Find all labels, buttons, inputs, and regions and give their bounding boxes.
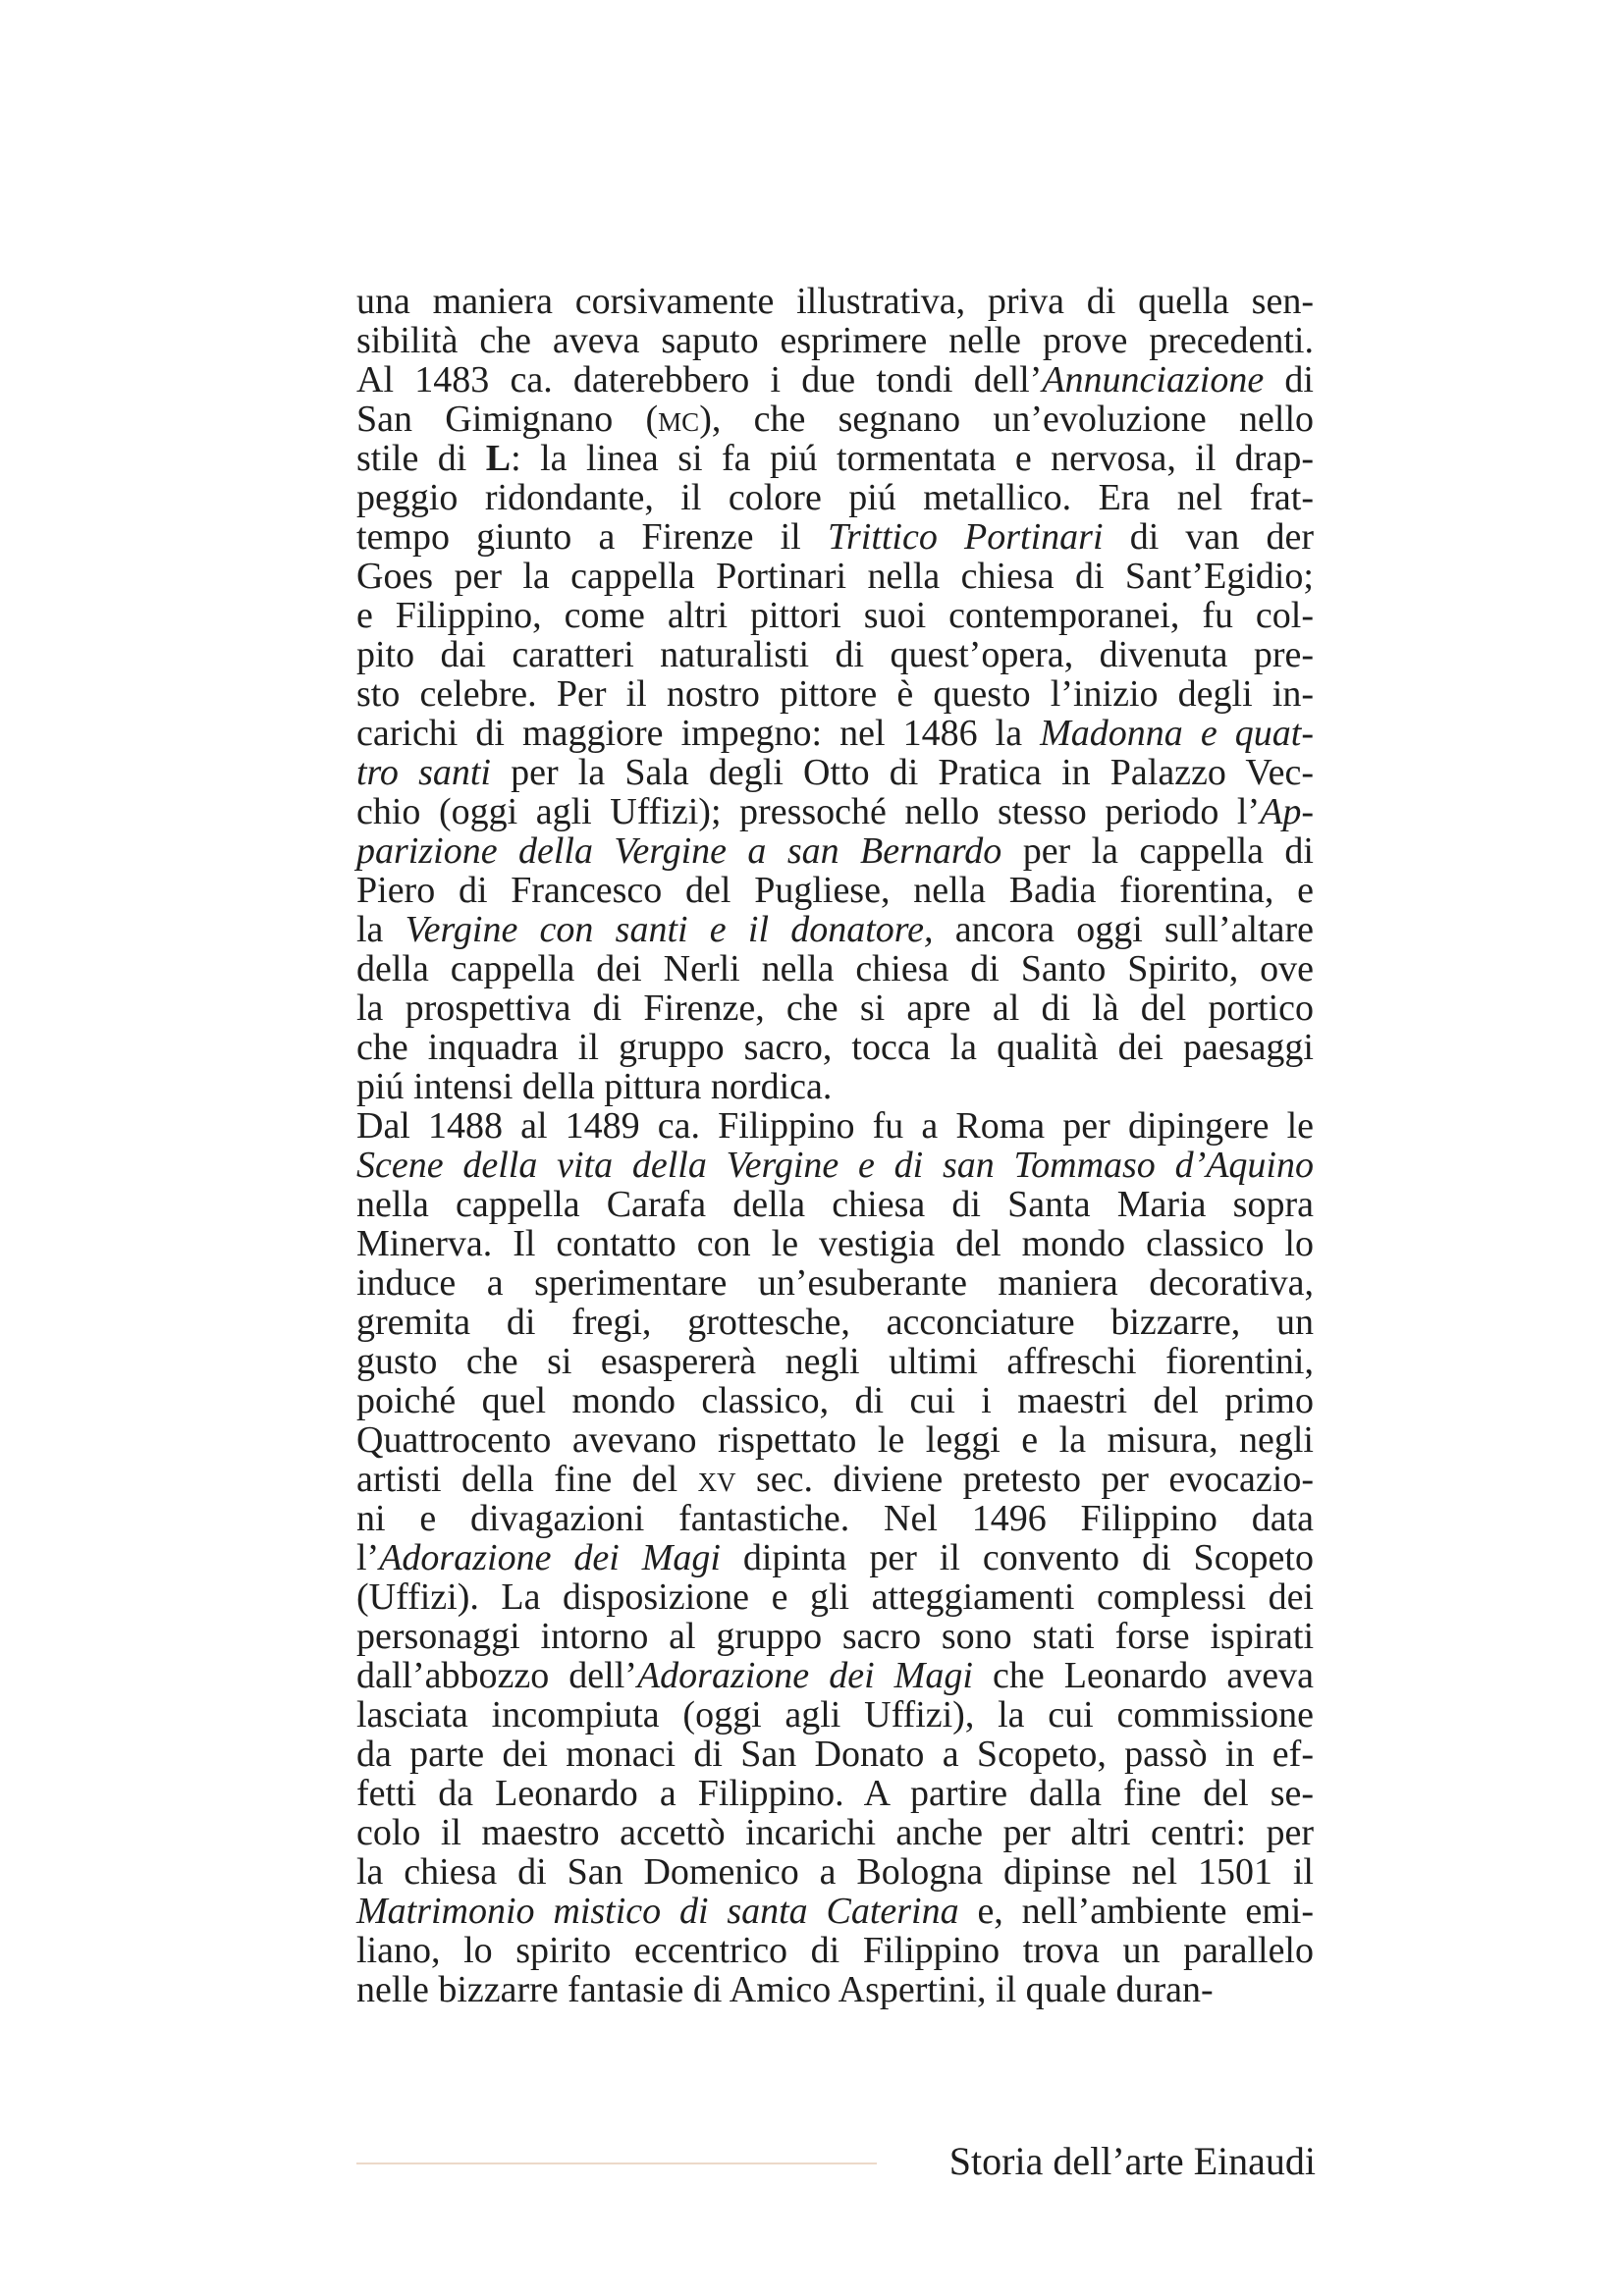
- text-run: per la cappella di: [1001, 830, 1314, 872]
- text-run: per la Sala degli Otto di Pratica in Palazzo Vec-: [490, 752, 1314, 793]
- text-run: dipinta per il convento di Scopeto: [720, 1537, 1314, 1578]
- text-line: [356, 1342, 1314, 1381]
- text-run: e, nell’ambiente emi-: [958, 1891, 1314, 1932]
- text-run: piú intensi della pittura nordica.: [356, 1066, 833, 1107]
- text-run: poiché quel mondo classico, di cui i maestri del primo: [356, 1380, 1314, 1421]
- italic-run: Matrimonio mistico di santa Caterina: [356, 1891, 959, 1932]
- text-run: da parte dei monaci di San Donato a Scopeto, passò in ef-: [356, 1734, 1314, 1775]
- text-run: di van der: [1103, 516, 1315, 558]
- text-line: [356, 1303, 1314, 1342]
- text-run: tempo giunto a Firenze il: [356, 516, 828, 558]
- text-line: [356, 792, 1314, 831]
- text-line: [356, 1892, 1314, 1931]
- text-line: [356, 1774, 1314, 1813]
- text-run: stile di: [356, 438, 486, 479]
- text-run: ni e divagazioni fantastiche. Nel 1496 Filippino data: [356, 1498, 1314, 1539]
- text-line: [356, 1420, 1314, 1460]
- text-run: carichi di maggiore impegno: nel 1486 la: [356, 713, 1041, 754]
- text-line: [356, 1028, 1314, 1067]
- text-line: [356, 1185, 1314, 1224]
- text-line: [356, 1577, 1314, 1617]
- text-run: peggio ridondante, il colore piú metallico. Era nel frat-: [356, 477, 1314, 518]
- text-run: sec. diviene pretesto per evocazio-: [735, 1459, 1315, 1500]
- text-line: [356, 753, 1314, 792]
- text-run: la prospettiva di Firenze, che si apre al di là del portico: [356, 988, 1314, 1029]
- text-run: gusto che si esaspererà negli ultimi affreschi fiorentini,: [356, 1341, 1314, 1382]
- text-line: [356, 949, 1314, 988]
- italic-run: Trittico Portinari: [827, 516, 1104, 558]
- text-run: Piero di Francesco del Pugliese, nella Badia fiorentina, e: [356, 870, 1314, 911]
- text-run: una maniera corsivamente illustrativa, priva di quella sen-: [356, 281, 1314, 322]
- text-line: [356, 910, 1314, 949]
- text-run: induce a sperimentare un’esuberante maniera decorativa,: [356, 1262, 1314, 1304]
- text-run: la: [356, 909, 406, 950]
- text-run: dall’abbozzo dell’: [356, 1655, 637, 1696]
- text-line: [356, 557, 1314, 596]
- text-run: gremita di fregi, grottesche, acconciature bizzarre, un: [356, 1302, 1314, 1343]
- text-line: [356, 478, 1314, 517]
- text-run: che inquadra il gruppo sacro, tocca la qualità dei paesaggi: [356, 1027, 1314, 1068]
- italic-run: tro santi: [356, 752, 491, 793]
- text-run: Quattrocento avevano rispettato le leggi e la misura, negli: [356, 1419, 1314, 1461]
- text-run: Al 1483 ca. daterebbero i due tondi dell’: [356, 359, 1043, 400]
- text-line: [356, 282, 1314, 321]
- text-line: [356, 1381, 1314, 1420]
- text-line: [356, 1813, 1314, 1852]
- text-line: [356, 635, 1314, 674]
- text-run: nelle bizzarre fantasie di Amico Aspertini, il quale duran-: [356, 1969, 1214, 2010]
- text-run: pito dai caratteri naturalisti di quest’opera, divenuta pre-: [356, 634, 1314, 675]
- text-line: [356, 1617, 1314, 1656]
- text-line: [356, 831, 1314, 871]
- text-run: ), che segnano un’evoluzione nello: [699, 399, 1315, 440]
- italic-run: Madonna e quat-: [1040, 713, 1314, 754]
- bold-run: L: [485, 438, 512, 479]
- text-run: (Uffizi). La disposizione e gli atteggiamenti complessi dei: [356, 1576, 1314, 1618]
- text-line: [356, 1106, 1314, 1146]
- text-run: Goes per la cappella Portinari nella chiesa di Sant’Egidio;: [356, 556, 1314, 597]
- small-caps-run: xv: [697, 1459, 736, 1500]
- text-line: [356, 674, 1314, 714]
- text-run: colo il maestro accettò incarichi anche per altri centri: per: [356, 1812, 1314, 1853]
- small-caps-run: mc: [658, 399, 700, 440]
- body-text: [356, 282, 1314, 2009]
- text-line: [356, 400, 1314, 439]
- text-line: [356, 1224, 1314, 1263]
- text-line: [356, 1499, 1314, 1538]
- text-run: nella cappella Carafa della chiesa di Santa Maria sopra: [356, 1184, 1314, 1225]
- text-line: [356, 714, 1314, 753]
- text-line: [356, 1263, 1314, 1303]
- text-run: fetti da Leonardo a Filippino. A partire dalla fine del se-: [356, 1773, 1314, 1814]
- text-run: : la linea si fa piú tormentata e nervosa, il drap-: [511, 438, 1314, 479]
- italic-run: Ap-: [1260, 791, 1314, 832]
- text-line: [356, 1656, 1314, 1695]
- text-line: [356, 1970, 1314, 2009]
- text-line: [356, 596, 1314, 635]
- text-line: [356, 439, 1314, 478]
- italic-run: Adorazione dei Magi: [379, 1537, 721, 1578]
- text-line: [356, 988, 1314, 1028]
- text-line: [356, 1735, 1314, 1774]
- text-run: liano, lo spirito eccentrico di Filippino trova un parallelo: [356, 1930, 1314, 1971]
- text-run: e Filippino, come altri pittori suoi contemporanei, fu col-: [356, 595, 1314, 636]
- italic-run: Annunciazione: [1042, 359, 1265, 400]
- text-line: [356, 1695, 1314, 1735]
- text-run: della cappella dei Nerli nella chiesa di Santo Spirito, ove: [356, 948, 1314, 989]
- text-line: [356, 360, 1314, 400]
- text-run: di: [1264, 359, 1314, 400]
- footer-title: Storia dell’arte Einaudi: [948, 2139, 1316, 2183]
- text-line: [356, 1852, 1314, 1892]
- text-run: chio (oggi agli Uffizi); pressoché nello stesso periodo l’: [356, 791, 1261, 832]
- text-line: [356, 517, 1314, 557]
- italic-run: Scene della vita della Vergine e di san Tommaso d’Aquino: [356, 1145, 1314, 1186]
- text-run: San Gimignano (: [356, 399, 659, 440]
- italic-run: Adorazione dei Magi: [636, 1655, 973, 1696]
- italic-run: Vergine con santi e il donatore,: [405, 909, 934, 950]
- text-line: [356, 1067, 1314, 1106]
- footer-rule: [356, 2163, 877, 2164]
- text-run: la chiesa di San Domenico a Bologna dipinse nel 1501 il: [356, 1851, 1314, 1893]
- text-run: sibilità che aveva saputo esprimere nelle prove precedenti.: [356, 320, 1314, 361]
- text-run: Dal 1488 al 1489 ca. Filippino fu a Roma per dipingere le: [356, 1105, 1314, 1147]
- text-line: [356, 1538, 1314, 1577]
- text-run: ancora oggi sull’altare: [933, 909, 1314, 950]
- text-run: che Leonardo aveva: [972, 1655, 1314, 1696]
- text-run: l’: [356, 1537, 380, 1578]
- text-line: [356, 1146, 1314, 1185]
- italic-run: parizione della Vergine a san Bernardo: [356, 830, 1002, 872]
- text-line: [356, 871, 1314, 910]
- text-run: sto celebre. Per il nostro pittore è questo l’inizio degli in-: [356, 673, 1314, 715]
- text-line: [356, 1460, 1314, 1499]
- text-line: [356, 1931, 1314, 1970]
- text-run: lasciata incompiuta (oggi agli Uffizi), la cui commissione: [356, 1694, 1314, 1735]
- text-run: personaggi intorno al gruppo sacro sono stati forse ispirati: [356, 1616, 1314, 1657]
- text-line: [356, 321, 1314, 360]
- text-run: artisti della fine del: [356, 1459, 698, 1500]
- text-run: Minerva. Il contatto con le vestigia del mondo classico lo: [356, 1223, 1314, 1264]
